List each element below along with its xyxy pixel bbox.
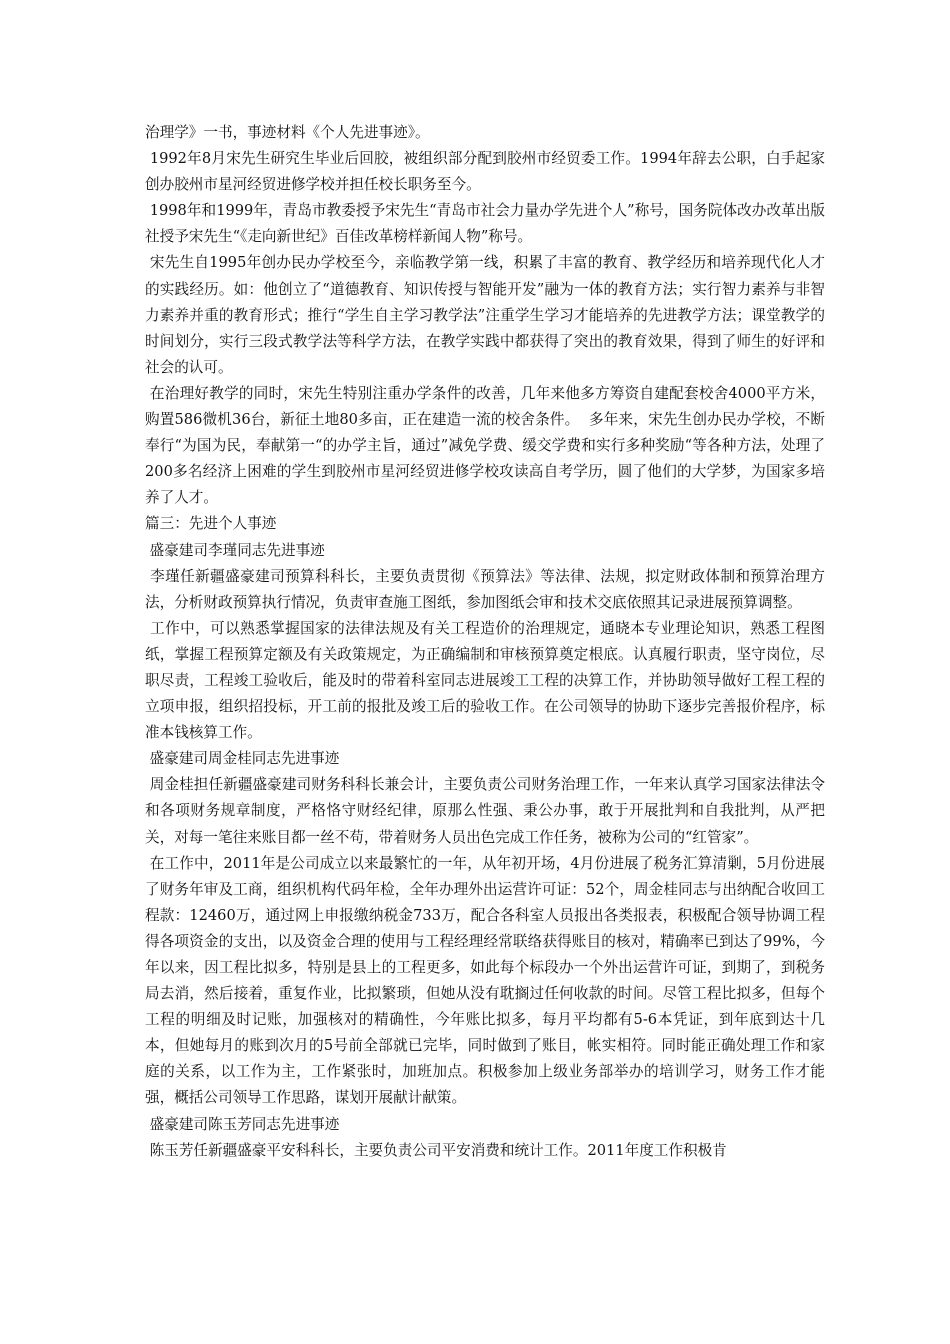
paragraph: 周金桂担任新疆盛豪建司财务科科长兼会计，主要负责公司财务治理工作，一年来认真学习国家法律法令和各项财务规章制度，严格恪守财经纪律，原那么性强、秉公办事，敢于开展批判和自我批判，从严把关，对每一笔往来账目都一丝不苟，带着财务人员出色完成工作任务，被称为公司的“红管家”。 xyxy=(145,776,825,846)
paragraph: 李瑾任新疆盛豪建司预算科科长，主要负责贯彻《预算法》等法律、法规，拟定财政体制和预算治理方法，分析财政预算执行情况，负责审查施工图纸，参加图纸会审和技术交底依照其记录进展预算调整。 xyxy=(145,567,825,611)
paragraph: 治理学》一书，事迹材料《个人先进事迹》。 xyxy=(145,124,430,141)
subsection-heading: 盛豪建司陈玉芳同志先进事迹 xyxy=(145,1115,340,1133)
document-body xyxy=(145,120,825,1164)
paragraph: 在治理好教学的同时，宋先生特别注重办学条件的改善，几年来他多方筹资自建配套校舍4000平方米，购置586微机36台，新征土地80多亩，正在建造一流的校舍条件。 多年来，宋先生创办民办学校，不断奉行“为国为民，奉献第一“的办学主旨，通过”减免学费、缓交学费和实行多种奖励“等各种方法，处理了200多名经济上困难的学生到胶州市星河经贸进修学校攻读高自考学历，圆了他们的大学梦，为国家多培养了人才。 xyxy=(145,384,825,507)
paragraph: 在工作中，2011年是公司成立以来最繁忙的一年，从年初开场，4月份进展了税务汇算清剿，5月份进展了财务年审及工商，组织机构代码年检，全年办理外出运营许可证：52个，周金桂同志与出纳配合收回工程款：12460万，通过网上申报缴纳税金733万，配合各科室人员报出各类报表，积极配合领导协调工程得各项资金的支出，以及资金合理的使用与工程经理经常联络获得账目的核对，精确率已到达了99%，今年以来，因工程比拟多，特别是县上的工程更多，如此每个标段办一个外出运营许可证，到期了，到税务局去消，然后接着，重复作业，比拟繁琐，但她从没有耽搁过任何收款的时间。尽管工程比拟多，但每个工程的明细及时记账，加强核对的精确性，今年账比拟多，每月平均都有5-6本凭证，到年底到达十几本，但她每月的账到次月的5号前全部就已完毕，同时做到了账目，帐实相符。同时能正确处理工作和家庭的关系，以工作为主，工作紧张时，加班加点。积极参加上级业务部举办的培训学习，财务工作才能强，概括公司领导工作思路，谋划开展献计献策。 xyxy=(145,854,826,1107)
subsection-heading: 盛豪建司李瑾同志先进事迹 xyxy=(145,541,325,559)
paragraph: 1998年和1999年，青岛市教委授予宋先生“青岛市社会力量办学先进个人”称号，国务院体改办改革出版社授予宋先生“《走向新世纪》百佳改革榜样新闻人物”称号。 xyxy=(145,202,825,246)
paragraph: 陈玉芳任新疆盛豪平安科科长，主要负责公司平安消费和统计工作。2011年度工作积极肯 xyxy=(145,1141,727,1159)
paragraph: 宋先生自1995年创办民办学校至今，亲临教学第一线，积累了丰富的教育、教学经历和培养现代化人才的实践经历。如：他创立了“道德教育、知识传授与智能开发”融为一体的教育方法；实行智力素养与非智力素养并重的教育形式；推行“学生自主学习教学法”注重学生学习才能培养的先进教学方法；课堂教学的时间划分，实行三段式教学法等科学方法，在教学实践中都获得了突出的教育效果，得到了师生的好评和社会的认可。 xyxy=(145,254,825,376)
paragraph: 工作中，可以熟悉掌握国家的法律法规及有关工程造价的治理规定，通晓本专业理论知识，熟悉工程图纸，掌握工程预算定额及有关政策规定，为正确编制和审核预算奠定根底。认真履行职责，坚守岗位，尽职尽责，工程竣工验收后，能及时的带着科室同志进展竣工工程的决算工作，并协助领导做好工程工程的立项申报，组织招投标，开工前的报批及竣工后的验收工作。在公司领导的协助下逐步完善报价程序，标准本钱核算工作。 xyxy=(145,619,825,742)
paragraph: 1992年8月宋先生研究生毕业后回胶，被组织部分配到胶州市经贸委工作。1994年辞去公职，白手起家创办胶州市星河经贸进修学校并担任校长职务至今。 xyxy=(145,150,825,194)
subsection-heading: 盛豪建司周金桂同志先进事迹 xyxy=(145,750,340,768)
section-heading: 篇三：先进个人事迹 xyxy=(145,515,277,533)
